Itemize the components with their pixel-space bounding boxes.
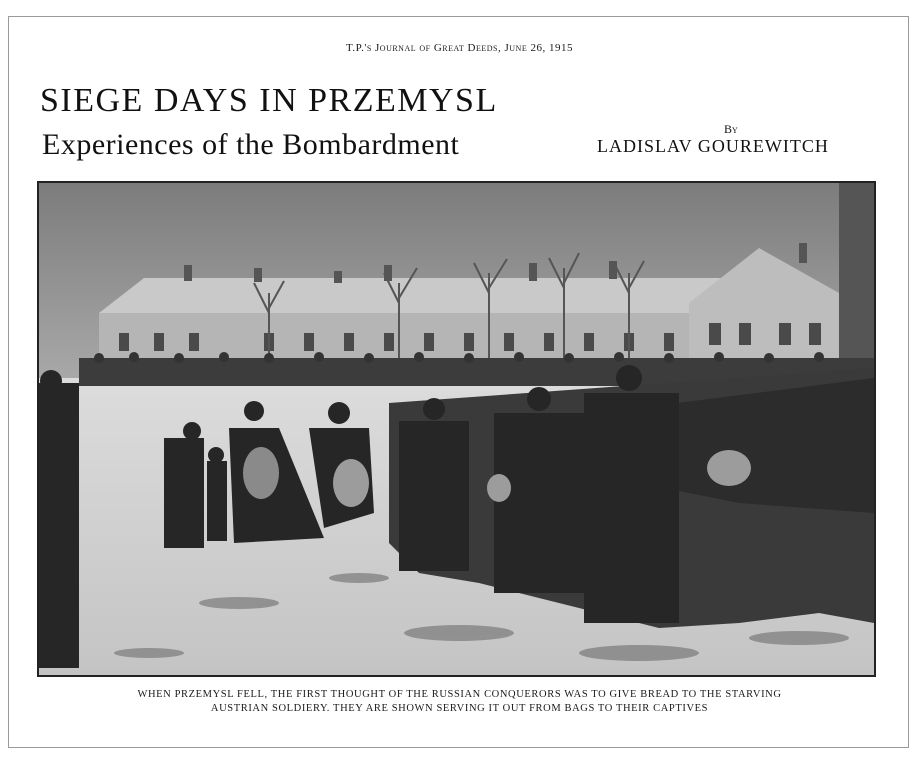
author-name: LADISLAV GOUREWITCH: [597, 136, 829, 156]
journal-header: T.P.'s Journal of Great Deeds, June 26, 1915: [346, 42, 573, 54]
article-headline: SIEGE DAYS IN PRZEMYSL: [40, 82, 498, 119]
caption-line-1: WHEN PRZEMYSL FELL, THE FIRST THOUGHT OF THE RUSSIAN CONQUERORS WAS TO GIVE BREAD TO THE STARVING: [137, 689, 782, 700]
article-subheadline: Experiences of the Bombardment: [42, 128, 460, 161]
caption-line-2: AUSTRIAN SOLDIERY. THEY ARE SHOWN SERVING IT OUT FROM BAGS TO THEIR CAPTIVES: [210, 703, 709, 714]
historical-photograph: [37, 181, 876, 677]
byline-prefix: By: [724, 122, 738, 136]
photo-caption: [30, 688, 889, 716]
